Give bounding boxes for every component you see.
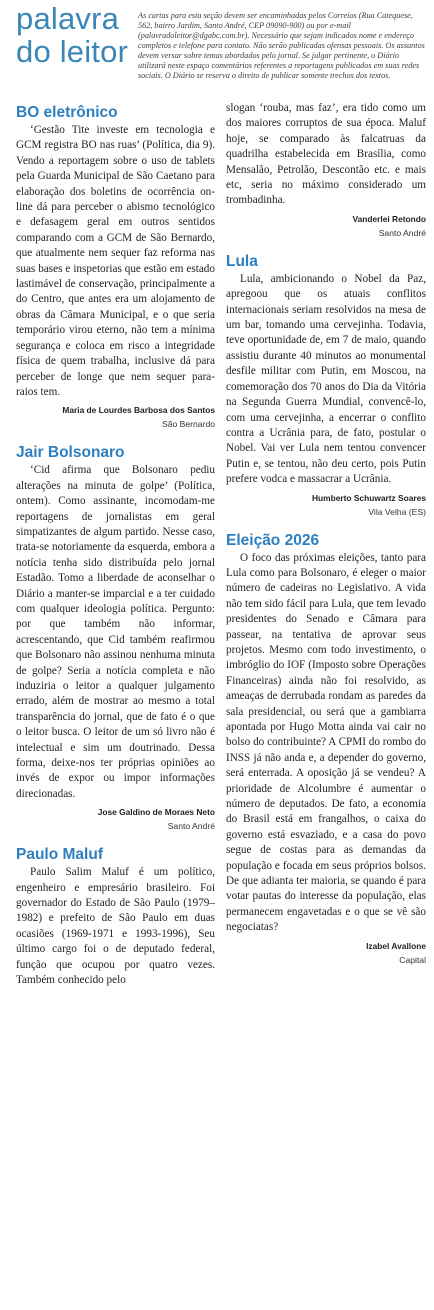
- letter-bo-eletronico: [16, 104, 215, 430]
- masthead: [0, 0, 434, 88]
- section-title: [16, 1, 129, 69]
- letter-body-continued: slogan ‘rouba, mas faz’, era tido como um dos maiores corruptos de sua época. Maluf hoje, se comparado às falcatruas da quadrilha estabelecida em Brasília, como Mensalão, Petrolão, Descontão etc. e mais etc, seria no máximo considerado um trombadinha.: [226, 102, 426, 207]
- right-column: [226, 101, 426, 976]
- letter-body: Lula, ambicionando o Nobel da Paz, apregoou que os atuais conflitos internacionais seriam resolvidos na mesa de um bar, tomando uma cervejinha. Todavia, teve oportunidade de, em 7 de maio, quando assistiu durante 40 minutos ao monumental desfile militar com Putin, em Moscou, na comemoração dos 70 anos do Dia da Vitória na Segunda Guerra Mundial, convencê-lo, com uma cervejinha, a encerrar o conflito contra a Ucrânia para, de fato, postular o Nobel. Vai ver Lula nem tentou convencer Putin e, se tentou, não deu certo, pois Putin prefere vodca e massacrar a Ucrânia.: [226, 272, 426, 486]
- letter-author: Jose Galdino de Moraes Neto: [97, 807, 215, 818]
- letter-body: ‘Gestão Tite investe em tecnologia e GCM registra BO nas ruas’ (Política, dia 9). Vendo a reportagem sobre o uso de tablets pela Guarda Municipal de São Caetano para elaboração dos boletins de ocorrência on-line dá para perceber o abismo tecnológico e defasagem geral em outros sentidos comparando com a GCM de São Bernardo, que atualmente nem sequer faz reforma nas suas bases e inspetorias que estão em estado lastimável de conservação, principalmente a do Centro, que antes era um alojamento de obras da Câmara Municipal, e o que seria temporário virou eterno, não tem a mínima segurança e coloca em risco a integridade física de quem trabalha, inclusive dá para perceber de longe que nem sequer para-raios tem.: [16, 124, 215, 398]
- letter-heading: Paulo Maluf: [16, 846, 103, 864]
- letter-paulo-maluf-continued: [226, 101, 426, 239]
- letter-author: Vanderlei Retondo: [352, 213, 426, 224]
- letter-jair-bolsonaro: [16, 444, 215, 832]
- letter-paulo-maluf: [16, 846, 215, 988]
- letter-heading: Jair Bolsonaro: [16, 444, 125, 462]
- left-column: [16, 104, 215, 999]
- section-title-line2: do leitor: [16, 34, 129, 69]
- letter-body: Paulo Salim Maluf é um político, engenheiro e empresário brasileiro. Foi governador do Estado de São Paulo (1979–1982) e prefeito de São Paulo em duas ocasiões (1969-1971 e 1993-1996), Seu último cargo foi o de deputado federal, função que ocupou por quatro vezes. Também conhecido pelo: [16, 866, 215, 987]
- letter-heading: BO eletrônico: [16, 104, 118, 121]
- letter-body: O foco das próximas eleições, tanto para Lula como para Bolsonaro, é eleger o maior número de cadeiras no Legislativo. A vida não tem sido fácil para Lula, que tem levado presidentes do Senado e Câmara para passear, na tentativa de aprovar seus projetos. Mesmo com todo investimento, o imbróglio do IOF (Imposto sobre Operações Financeiras) ainda não foi resolvido, as ameaças de derrubada rondam as paredes da sala presidencial, ou será que a gambiarra apontada por Hugo Motta ainda vai cair no bolso do contribuinte? A CPMI do rombo do INSS já não anda e, a depender do governo, será enterrada. A oposição já se vendeu? A prioridade de Alcolumbre é aumentar o número de deputados. De fato, a economia do Brasil está em frangalhos, o caixa do governo está esvaziado, e a casa do povo segue de costas para as demandas da população e focada em seus próprios bolsos. De que adianta ter maioria, se quando é para votar pautas do interesse da população, elas permanecem engavetadas e o que se vê são negociatas?: [226, 551, 426, 934]
- letter-author: Humberto Schuwartz Soares: [311, 492, 426, 503]
- letter-place: Santo André: [167, 821, 215, 832]
- letter-author: Izabel Avallone: [366, 940, 426, 951]
- letter-place: Vila Velha (ES): [368, 506, 426, 517]
- letter-place: Capital: [399, 954, 426, 965]
- letter-body: ‘Cid afirma que Bolsonaro pediu alterações na minuta de golpe’ (Política, ontem). Como assinante, incomodam-me reportagens de jornalistas em geral simpatizantes de algum partido. Nesse caso, trata-se notoriamente da esquerda, embora a notícia tenha sido distribuída pelo jornal Estadão. Tomo a liberdade de aconselhar o Diário a manter-se imparcial e a ter cuidado com qualquer ideologia política. Pergunto: por que também não informar, acrescentando, que Cid também reafirmou que Bolsonaro não assinou nenhuma minuta de golpe? Seria a notícia completa e não induziria o leitor a qualquer julgamento errado, além de mostrar ao mesmo a total transparência do jornal, que de fato é o que o leitor busca. O leitor de um só livro não é intelectual e sim um doutrinado. Dessa forma, deixe-nos ter próprias opiniões ao invés de expor ou impor informações direcionadas.: [16, 464, 215, 800]
- section-title-line1: palavra: [16, 1, 120, 36]
- letter-place: Santo André: [378, 227, 426, 238]
- letter-eleicao-2026: [226, 532, 426, 966]
- letter-heading: Eleição 2026: [226, 531, 320, 549]
- letter-heading: Lula: [226, 252, 258, 270]
- letter-lula: [226, 253, 426, 518]
- section-intro: As cartas para esta seção devem ser encaminhadas pelos Correios (Rua Catequese, 562, bairro Jardim, Santo André, CEP 09090-900) ou por e-mail (palavradoleitor@dgabc.com.br). Necessário que sejam indicados nome e endereço completos e telefone para contato. Não serão publicadas ofensas pessoais. Os assuntos devem versar sobre temas abordados pelo jornal. Se julgar pertinente, o Diário utilizará neste espaço comentários referentes a reportagens publicados em suas redes sociais. O Diário se reserva o direito de publicar somente trechos dos textos.: [138, 11, 425, 80]
- letter-author: Maria de Lourdes Barbosa dos Santos: [62, 405, 215, 416]
- letter-place: São Bernardo: [161, 419, 215, 430]
